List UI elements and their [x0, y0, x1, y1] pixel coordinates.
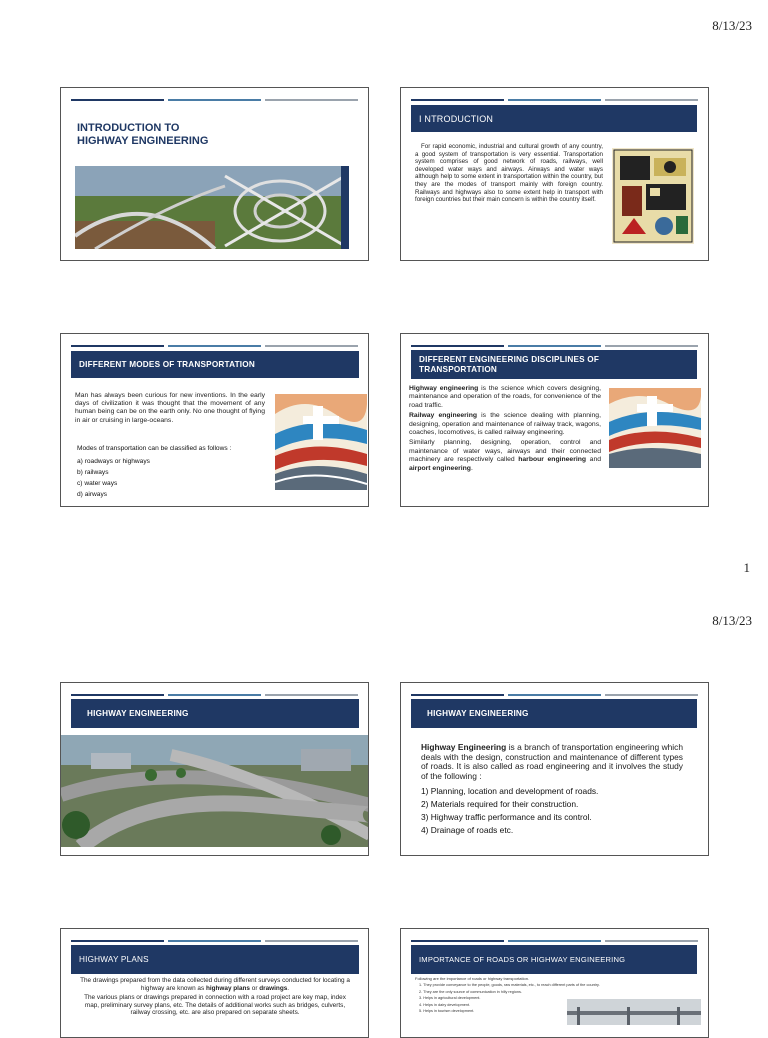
slide-modes [60, 333, 369, 507]
slide-heading: DIFFERENT ENGINEERING DISCIPLINES OF TRANSPORTATION [411, 350, 697, 379]
page-date: 8/13/23 [712, 18, 752, 33]
slide-importance [400, 928, 709, 1038]
transport-illustration [275, 394, 367, 490]
slide-heading: DIFFERENT MODES OF TRANSPORTATION [71, 351, 359, 378]
list-item: 5. Helps in tourism development. [419, 1009, 475, 1013]
slide-highway-plans [60, 928, 369, 1038]
slide-introduction [400, 87, 709, 261]
list-item: b) railways [77, 469, 109, 476]
slide-title-heading: INTRODUCTION TO HIGHWAY ENGINEERING [77, 122, 209, 147]
highway-photo [61, 735, 369, 847]
slide-heading: HIGHWAY ENGINEERING [71, 699, 359, 728]
list-item: 3) Highway traffic performance and its control. [421, 812, 592, 822]
disciplines-text: Highway engineering is the science which covers designing, maintenance and operation of the roads, for convenience of the road traffic. Railway engineering is the science dealing with planning, designing, operation and maintenance of railway track, wagons, coaches, locomotives, is called railway engineering. Similarly planning, designing, operation, control and maintenance of water ways, airways and their connected machinery are respectively called harbour engineering and airport engineering. [409, 385, 602, 472]
list-item: c) water ways [77, 480, 118, 487]
list-item: a) roadways or highways [77, 458, 150, 465]
slide-highway-photo [60, 682, 369, 856]
slide-heading: HIGHWAY PLANS [71, 945, 359, 974]
page-number: 1 [743, 560, 750, 575]
slide-heading: I NTRODUCTION [411, 105, 697, 132]
list-item: 4. Helps in dairy development. [419, 1002, 471, 1007]
modes-list [77, 456, 150, 500]
collage-image [612, 148, 694, 244]
importance-intro: Following are the importance of roads or highway transportation. [415, 976, 530, 981]
list-item: 2. They are the only source of communication in hilly regions. [419, 989, 522, 994]
list-item: 4) Drainage of roads etc. [421, 825, 514, 835]
list-item: 1) Planning, location and development of roads. [421, 786, 599, 796]
study-list [421, 785, 598, 837]
modes-list-intro: Modes of transportation can be classified as follows : [77, 445, 232, 452]
slide-highway-engineering [400, 682, 709, 856]
highway-intro: Highway Engineering is a branch of transportation engineering which deals with the design, construction and maintenance of different types of roads. It is also called as road engineering and it involves the study of the following : [421, 742, 683, 781]
interchange-photo [75, 166, 349, 249]
modes-intro: Man has always been curious for new inventions. In the early days of civilization it was thought that the movement of any human being can be on the earth only. No one thought of flying in air or cruising in large-oceans. [75, 392, 265, 424]
slide-title [60, 87, 369, 261]
list-item: d) airways [77, 491, 108, 498]
list-item: 2) Materials required for their construction. [421, 799, 579, 809]
intro-text: For rapid economic, industrial and cultural growth of any country, a good system of transportation is very essential. Transportation system comprises of good network of roads, railways, well developed water ways and airways. Airways and water ways although help to some extent in transportation within the country, but they are the modes of transport mainly with foreign country. Railways and highways also to some extent help in transport with foreign countries but their main concern is within the country itself. [415, 143, 603, 204]
slide-heading: HIGHWAY ENGINEERING [411, 699, 697, 728]
transport-illustration [609, 388, 701, 468]
slide-heading: IMPORTANCE OF ROADS OR HIGHWAY ENGINEERING [411, 945, 697, 974]
list-item: 1. They provide conveyance to the people, goods, raw materials, etc., to reach different parts of the country. [419, 983, 600, 987]
road-photo [567, 999, 701, 1025]
plans-text: The drawings prepared from the data collected during different surveys conducted for locating a highway are known as highway plans or drawings. The various plans or drawings prepared in connection with a road project are key map, index map, preliminary survey plans, etc. The details of additional works such as bridges, culverts, railway crossing, etc. are also prepared on separate sheets. [80, 977, 350, 1017]
page-date: 8/13/23 [712, 613, 752, 628]
slide-disciplines [400, 333, 709, 507]
list-item: 3. Helps in agricultural development. [419, 996, 481, 1000]
